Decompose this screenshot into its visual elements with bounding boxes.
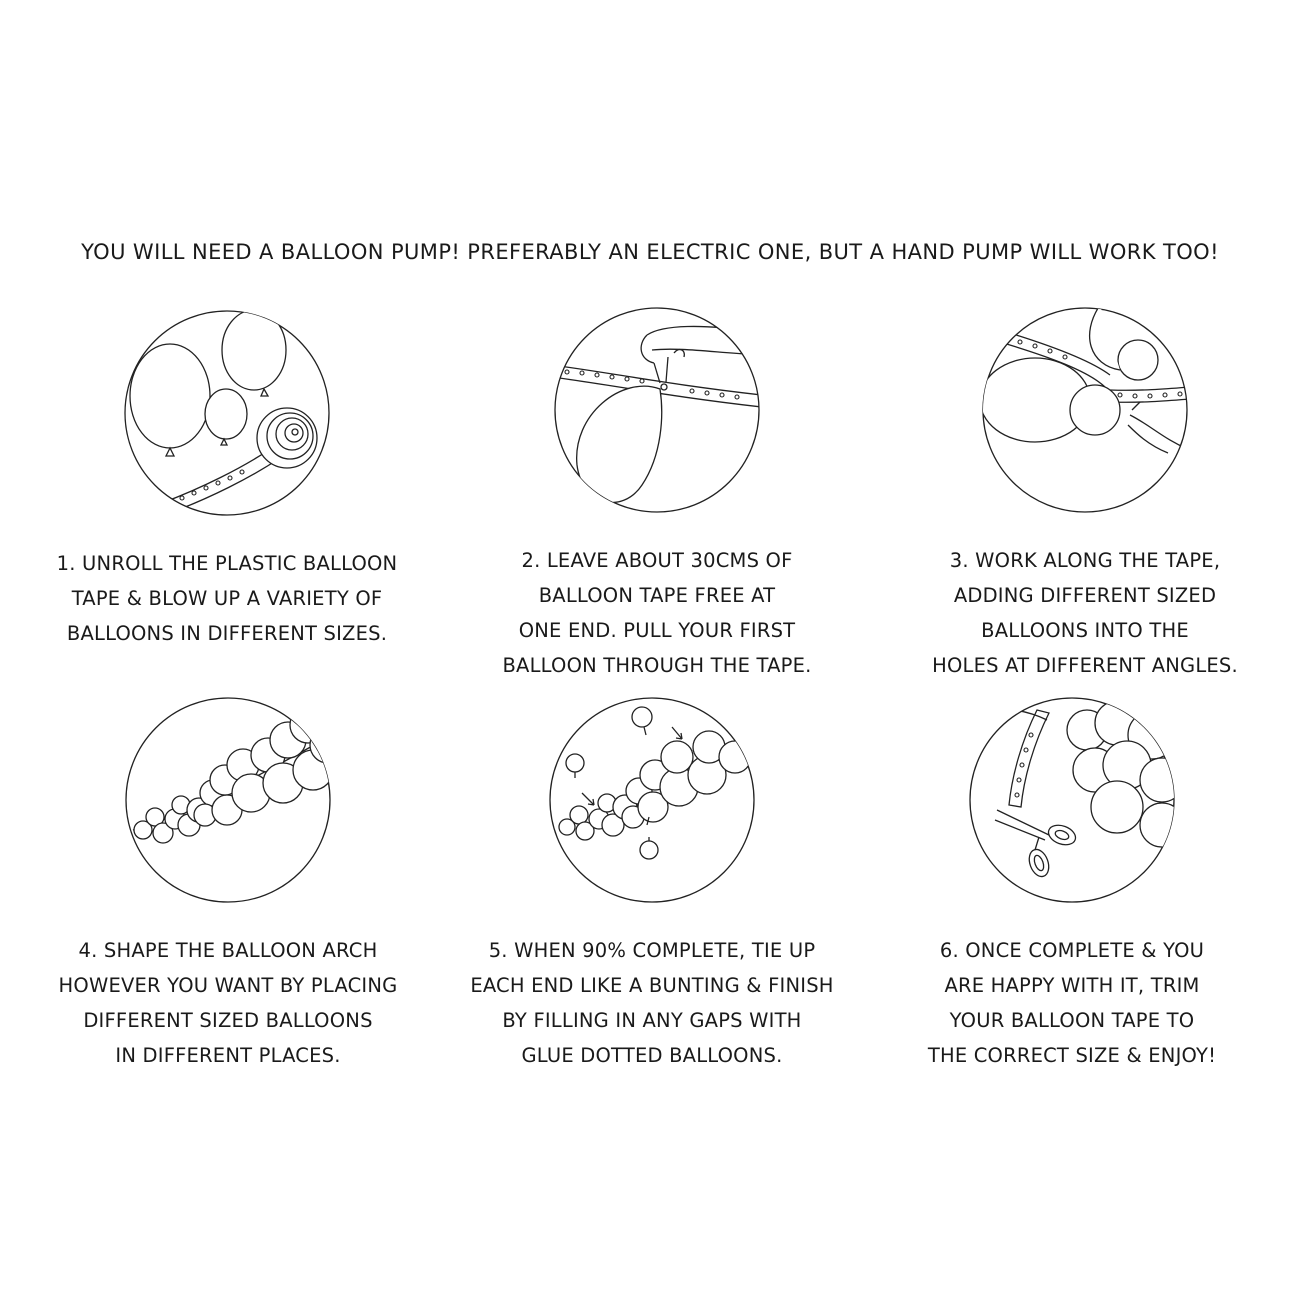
step-3 bbox=[885, 305, 1285, 683]
balloon-arch-icon bbox=[123, 695, 333, 905]
step-1 bbox=[27, 308, 427, 651]
step-5-caption: 5. WHEN 90% COMPLETE, TIE UP EACH END LIKE A BUNTING & FINISH BY FILLING IN ANY GAPS WITH GLUE DOTTED BALLOONS. bbox=[470, 939, 834, 1067]
hand-pulling-balloon-through-tape-icon bbox=[552, 305, 762, 515]
step-2 bbox=[457, 305, 857, 683]
step-5 bbox=[452, 695, 852, 1073]
scissors-trimming-tape-icon bbox=[967, 695, 1177, 905]
headline: YOU WILL NEED A BALLOON PUMP! PREFERABLY AN ELECTRIC ONE, BUT A HAND PUMP WILL WORK TOO! bbox=[81, 240, 1219, 264]
step-6-caption: 6. ONCE COMPLETE & YOU ARE HAPPY WITH IT, TRIM YOUR BALLOON TAPE TO THE CORRECT SIZE & ENJOY! bbox=[927, 939, 1217, 1067]
adding-balloons-to-tape-icon bbox=[980, 305, 1190, 515]
step-3-caption: 3. WORK ALONG THE TAPE, ADDING DIFFERENT SIZED BALLOONS INTO THE HOLES AT DIFFERENT ANGLES. bbox=[932, 549, 1238, 677]
step-6 bbox=[872, 695, 1272, 1073]
step-2-caption: 2. LEAVE ABOUT 30CMS OF BALLOON TAPE FREE AT ONE END. PULL YOUR FIRST BALLOON THROUGH THE TAPE. bbox=[502, 549, 812, 677]
step-4 bbox=[28, 695, 428, 1073]
step-4-caption: 4. SHAPE THE BALLOON ARCH HOWEVER YOU WANT BY PLACING DIFFERENT SIZED BALLOONS IN DIFFERENT PLACES. bbox=[58, 939, 398, 1067]
balloons-and-tape-roll-icon bbox=[122, 308, 332, 518]
filling-gaps-with-balloons-icon bbox=[547, 695, 757, 905]
step-1-caption: 1. UNROLL THE PLASTIC BALLOON TAPE & BLOW UP A VARIETY OF BALLOONS IN DIFFERENT SIZES. bbox=[56, 552, 398, 645]
